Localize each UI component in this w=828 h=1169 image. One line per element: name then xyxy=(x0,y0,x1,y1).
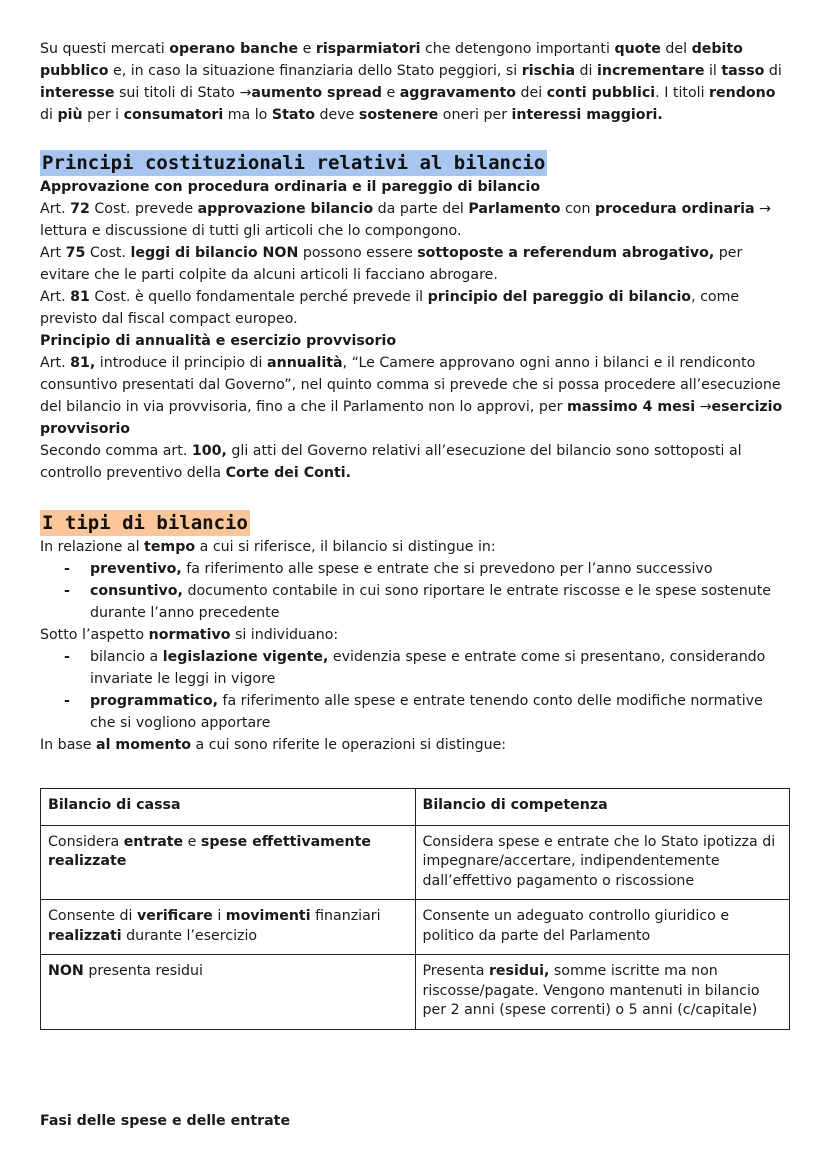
bold-text: consumatori xyxy=(123,107,224,123)
text: Art. xyxy=(40,289,71,305)
comparison-table xyxy=(40,788,790,1030)
bold-text: approvazione bilancio xyxy=(197,201,374,217)
paragraph-art81 xyxy=(40,286,792,330)
text: introduce il principio di xyxy=(95,355,268,371)
bold-text: massimo 4 mesi xyxy=(566,399,696,415)
bold-text: rischia xyxy=(521,63,576,79)
text: possono essere xyxy=(298,245,418,261)
bold-text: leggi di bilancio NON xyxy=(130,245,299,261)
text: Sotto l’aspetto xyxy=(40,627,149,643)
text: e xyxy=(183,833,201,850)
bold-text: Stato xyxy=(271,107,315,123)
text: deve xyxy=(314,107,359,123)
text: Art. xyxy=(40,355,71,371)
bold-text: preventivo, xyxy=(90,561,182,577)
text: gli atti del Governo relativi all’esecuzione del bilancio sono sottoposti al controllo preventivo della xyxy=(40,443,742,481)
bold-text: residui, xyxy=(488,963,550,979)
list-item-legislazione xyxy=(64,646,792,690)
subheading-approvazione: Approvazione con procedura ordinaria e il pareggio di bilancio xyxy=(40,179,541,195)
text: Cost. è quello fondamentale perché prevede il xyxy=(89,289,428,305)
text: , come previsto dal fiscal compact europeo. xyxy=(40,289,740,327)
text: In relazione al xyxy=(40,539,145,555)
subheading-annualita: Principio di annualità e esercizio provvisorio xyxy=(40,333,397,349)
bold-text: sostenere xyxy=(358,107,439,123)
text: presenta residui xyxy=(83,963,203,979)
bold-text: operano banche xyxy=(169,41,299,57)
text: , “Le Camere approvano ogni anno i bilanci e il rendiconto consuntivo presentati dal Governo”, nel quinto comma si prevede che si possa procedere all’esecuzione del bilancio in via provvisoria, fino a che il Parlamento non lo approvi, per xyxy=(40,355,781,415)
bold-text: verificare xyxy=(136,908,213,924)
text: evidenzia spese e entrate come si presentano, considerando invariate le leggi in vigore xyxy=(90,649,766,687)
text: fa riferimento alle spese e entrate tenendo conto delle modifiche normative che si vogliono apportare xyxy=(90,693,763,731)
text: il xyxy=(704,63,722,79)
bold-text: esercizio provvisorio xyxy=(40,399,783,437)
bold-text: 81 xyxy=(70,289,90,305)
list-tempo xyxy=(40,558,792,624)
bold-text: interesse xyxy=(40,85,115,101)
text: di xyxy=(764,63,782,79)
bold-text: normativo xyxy=(148,627,231,643)
paragraph-tempo xyxy=(40,536,792,558)
bold-text: 72 xyxy=(70,201,90,217)
text: ma lo xyxy=(223,107,272,123)
bold-text: principio del pareggio di bilancio xyxy=(427,289,692,305)
table-cell xyxy=(415,955,790,1030)
bold-text: 81, xyxy=(70,355,96,371)
bold-text: realizzati xyxy=(48,927,122,944)
text: dei xyxy=(516,85,547,101)
bold-text: consuntivo, xyxy=(90,583,183,599)
text: e, in caso la situazione finanziaria dello Stato peggiori, si xyxy=(108,63,522,79)
text: del xyxy=(660,41,692,57)
table-cell xyxy=(41,900,416,955)
list-item-preventivo xyxy=(64,558,792,580)
text: per i xyxy=(82,107,124,123)
bold-text: spese effettivamente realizzate xyxy=(48,833,372,869)
text: di xyxy=(575,63,597,79)
bold-text: aumento spread xyxy=(251,85,382,101)
text: Presenta xyxy=(422,963,489,979)
text: → lettura e discussione di tutti gli articoli che lo compongono. xyxy=(40,201,771,239)
bold-text: quote xyxy=(614,41,661,57)
table-row xyxy=(41,955,790,1030)
text: a cui sono riferite le operazioni si distingue: xyxy=(190,737,507,753)
text: Art xyxy=(40,245,66,261)
list-item-programmatico xyxy=(64,690,792,734)
bold-text: annualità xyxy=(267,355,343,371)
bold-text: tasso xyxy=(721,63,765,79)
table-row xyxy=(41,900,790,955)
text: Cost. prevede xyxy=(89,201,198,217)
text: bilancio a xyxy=(90,649,163,665)
bold-text: Bilancio di cassa xyxy=(48,797,181,813)
table-header-row xyxy=(41,789,790,826)
table-row xyxy=(41,825,790,900)
text: per evitare che le parti colpite da alcuni articoli li facciano abrogare. xyxy=(40,245,743,283)
table-cell xyxy=(41,825,416,900)
footer-heading: Fasi delle spese e delle entrate xyxy=(40,1113,291,1129)
text: documento contabile in cui sono riportare le entrate riscosse e le spese sostenute durante l’anno precedente xyxy=(90,583,771,621)
section-heading-tipi: I tipi di bilancio xyxy=(42,512,248,534)
text: i xyxy=(212,908,226,924)
text: Secondo comma art. xyxy=(40,443,192,459)
table-cell: Considera spese e entrate che lo Stato ipotizza di impegnare/accertare, indipendentemente dall’effettivo pagamento o riscossione xyxy=(415,825,790,900)
text: da parte del xyxy=(373,201,469,217)
bold-text: Parlamento xyxy=(468,201,561,217)
bold-text: legislazione vigente, xyxy=(162,649,329,665)
bold-text: Corte dei Conti. xyxy=(225,465,351,481)
text: oneri per xyxy=(438,107,512,123)
table-cell xyxy=(41,955,416,1030)
paragraph-art72 xyxy=(40,198,792,242)
bold-text: 100, xyxy=(191,443,227,459)
text: Considera xyxy=(48,833,124,850)
list-normativo xyxy=(40,646,792,734)
paragraph-art81-annualita xyxy=(40,352,792,440)
text: fa riferimento alle spese e entrate che si prevedono per l’anno successivo xyxy=(181,561,713,577)
bold-text: programmatico, xyxy=(90,693,218,709)
bold-text: al momento xyxy=(96,737,191,753)
bold-text: debito pubblico xyxy=(40,41,743,79)
text: durante l’esercizio xyxy=(121,927,258,944)
list-item-consuntivo xyxy=(64,580,792,624)
text: sui titoli di Stato → xyxy=(114,85,252,101)
bold-text: entrate xyxy=(123,833,184,850)
bold-text: più xyxy=(57,107,83,123)
document-page xyxy=(40,38,792,1030)
bold-text: NON xyxy=(48,963,84,979)
text: Art. xyxy=(40,201,71,217)
paragraph-art100 xyxy=(40,440,792,484)
text: finanziari xyxy=(310,908,381,924)
text: e xyxy=(298,41,316,57)
bold-text: tempo xyxy=(144,539,196,555)
table-header-competenza xyxy=(415,789,790,826)
bold-text: sottoposte a referendum abrogativo, xyxy=(417,245,715,261)
text: → xyxy=(695,399,712,415)
bold-text: movimenti xyxy=(225,908,311,924)
table-cell: Consente un adeguato controllo giuridico e politico da parte del Parlamento xyxy=(415,900,790,955)
bold-text: 75 xyxy=(65,245,86,261)
section-heading-principi: Principi costituzionali relativi al bilancio xyxy=(42,152,546,174)
text: e xyxy=(381,85,400,101)
intro-paragraph xyxy=(40,38,792,126)
bold-text: conti pubblici xyxy=(546,85,656,101)
bold-text: procedura ordinaria xyxy=(594,201,755,217)
bold-text: risparmiatori xyxy=(315,41,421,57)
text: a cui si riferisce, il bilancio si distingue in: xyxy=(195,539,496,555)
text: si individuano: xyxy=(230,627,339,643)
text: che detengono importanti xyxy=(420,41,615,57)
bold-text: Bilancio di competenza xyxy=(422,797,608,813)
text: con xyxy=(560,201,595,217)
bold-text: incrementare xyxy=(597,63,705,79)
paragraph-normativo xyxy=(40,624,792,646)
paragraph-art75 xyxy=(40,242,792,286)
text: Consente di xyxy=(48,908,137,924)
text: Su questi mercati xyxy=(40,41,170,57)
text: Cost. xyxy=(85,245,131,261)
text: In base xyxy=(40,737,97,753)
text: somme iscritte ma non riscosse/pagate. Vengono mantenuti in bilancio per 2 anni (spese correnti) o 5 anni (c/capitale) xyxy=(422,963,760,1018)
text: di xyxy=(40,107,58,123)
text: . I titoli xyxy=(655,85,710,101)
bold-text: rendono xyxy=(709,85,776,101)
paragraph-momento xyxy=(40,734,792,756)
bold-text: interessi maggiori. xyxy=(511,107,663,123)
bold-text: aggravamento xyxy=(399,85,517,101)
table-header-cassa xyxy=(41,789,416,826)
